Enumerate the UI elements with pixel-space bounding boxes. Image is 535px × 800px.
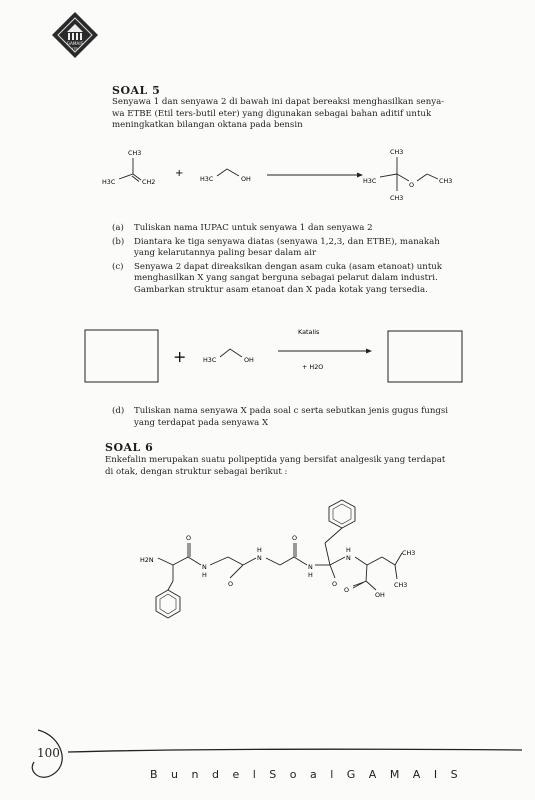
enk-n3: N	[308, 563, 313, 571]
logo-text: GAMAIS	[66, 41, 84, 46]
enk-o4: O	[332, 580, 338, 588]
etbe-h3c: H3C	[363, 177, 377, 185]
enkephalin-structure	[110, 495, 430, 635]
question-d	[112, 406, 482, 431]
catalyst-label: Katalis	[298, 328, 320, 336]
compound1-h3c: H3C	[102, 178, 116, 186]
reaction-2	[84, 325, 464, 385]
soal5-title: SOAL 5	[112, 84, 161, 97]
page-number: 100	[37, 746, 60, 760]
question-c	[112, 262, 482, 297]
soal5-intro-line: wa ETBE (Etil ters-butil eter) yang digunakan sebagai bahan aditif untuk	[112, 108, 432, 119]
enk-n1: N	[202, 563, 207, 571]
answer-box-acetic-acid	[85, 330, 158, 382]
enk-o3: O	[292, 534, 298, 542]
soal6-intro-line: Enkefalin merupakan suatu polipeptida yang bersifat analgesik yang terdapat	[105, 455, 446, 465]
question-line: Tuliskan nama senyawa X pada soal c serta sebutkan jenis gugus fungsi	[134, 406, 449, 416]
gamais-logo	[50, 10, 100, 60]
answer-box-x	[388, 331, 462, 382]
soal5-intro	[112, 97, 492, 132]
enk-h1: H	[202, 571, 207, 579]
compound2-h3c: H3C	[200, 175, 214, 183]
enk-n4: N	[346, 554, 351, 562]
water-label: + H2O	[302, 363, 324, 371]
soal5-questions	[112, 223, 482, 299]
logo-sub: ITB	[72, 47, 78, 51]
question-marker: (b)	[112, 236, 125, 247]
enk-o5: O	[344, 586, 350, 594]
enk-o2: O	[228, 580, 234, 588]
soal5-intro-line: meningkatkan bilangan oktana pada bensin	[112, 120, 303, 131]
question-marker: (a)	[112, 223, 124, 233]
reaction-1	[95, 145, 495, 205]
etbe-ch3-right: CH3	[439, 177, 453, 185]
enk-h2: H	[257, 546, 262, 554]
enk-n2: N	[257, 554, 262, 562]
ethanol-h3c: H3C	[203, 356, 217, 364]
plus-sign: +	[175, 168, 184, 179]
question-line: menghasilkan X yang sangat berguna sebagai pelarut dalam industri.	[134, 273, 438, 284]
etbe-ch3-top: CH3	[390, 148, 404, 156]
question-marker: (c)	[112, 261, 124, 272]
enk-oh: OH	[375, 591, 385, 599]
etbe-ch3-bottom: CH3	[390, 194, 404, 202]
question-line: yang kelarutannya paling besar dalam air	[134, 248, 317, 259]
enk-h4: H	[346, 546, 351, 554]
question-marker: (d)	[112, 406, 125, 416]
etbe-o: O	[409, 181, 415, 189]
question-line: Gambarkan struktur asam etanoat dan X pada kotak yang tersedia.	[134, 284, 428, 295]
plus-sign: +	[173, 347, 187, 366]
question-line: Diantara ke tiga senyawa diatas (senyawa 1,2,3, dan ETBE), manakah	[134, 236, 440, 247]
soal6-title: SOAL 6	[105, 441, 154, 454]
compound1-ch3: CH3	[128, 149, 142, 157]
soal6-intro-line: di otak, dengan struktur sebagai berikut :	[105, 466, 288, 477]
ethanol-oh: OH	[244, 356, 254, 364]
enk-o1: O	[186, 534, 192, 542]
question-line: Senyawa 2 dapat direaksikan dengan asam cuka (asam etanoat) untuk	[134, 261, 443, 272]
compound2-oh: OH	[241, 175, 251, 183]
soal6-intro	[105, 455, 495, 478]
question-line: yang terdapat pada senyawa X	[134, 417, 269, 428]
question-a	[112, 223, 482, 235]
enk-ch3-b: CH3	[394, 581, 408, 589]
enk-ch3-a: CH3	[402, 549, 416, 557]
compound1-ch2: CH2	[142, 178, 156, 186]
enk-h2n: H2N	[140, 556, 154, 564]
footer-title: B u n d e l S o a l G A M A I S	[150, 768, 463, 781]
question-line: Tuliskan nama IUPAC untuk senyawa 1 dan senyawa 2	[134, 223, 373, 233]
soal5-intro-line: Senyawa 1 dan senyawa 2 di bawah ini dapat bereaksi menghasilkan senya-	[112, 97, 445, 107]
question-b	[112, 237, 482, 260]
enk-h3: H	[308, 571, 313, 579]
